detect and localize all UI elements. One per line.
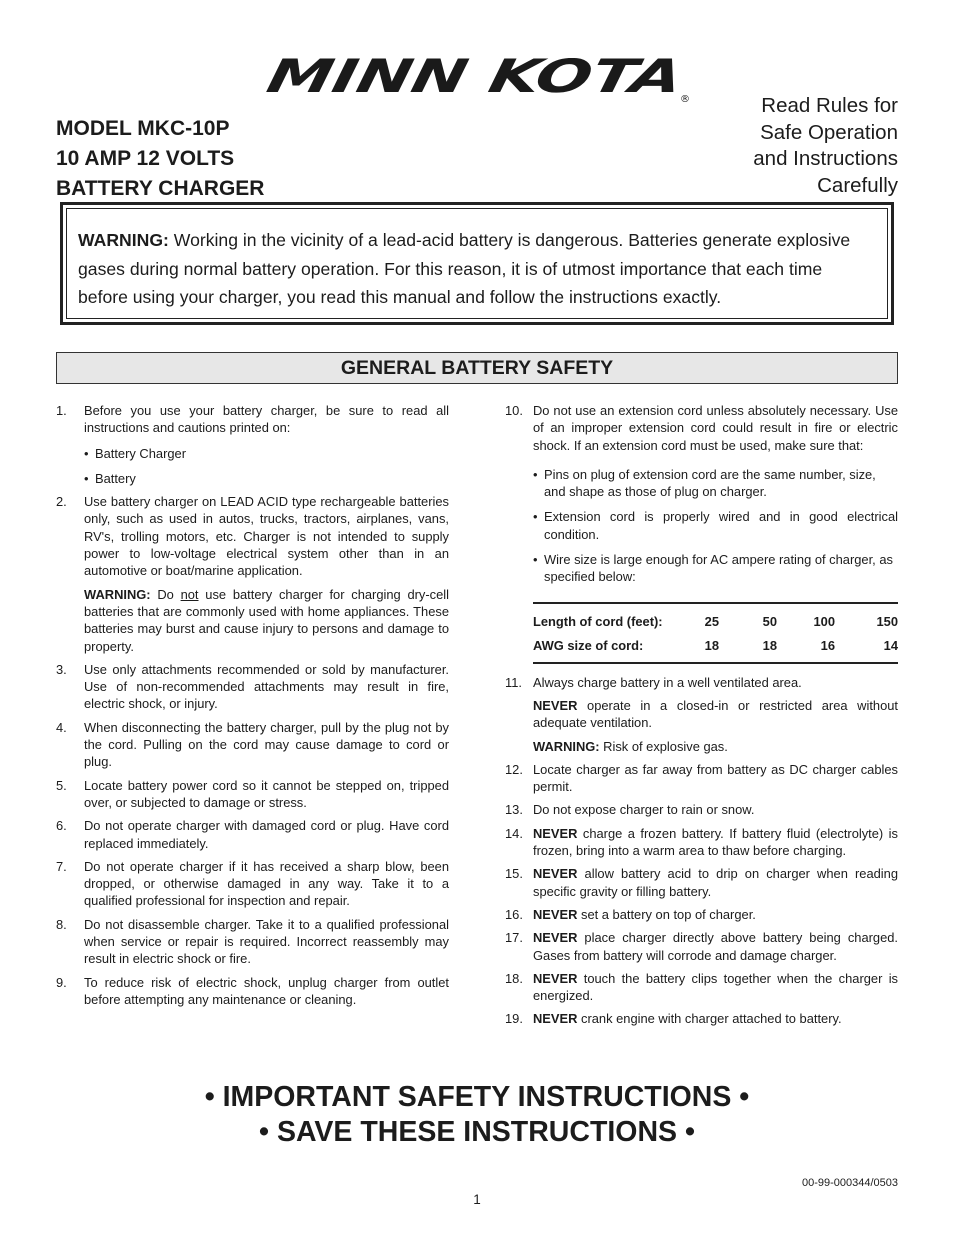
item-number: 8.: [56, 916, 67, 932]
item-text: NEVER allow battery acid to drip on charger when reading specific gravity or filling battery.: [533, 866, 898, 899]
item-number: 15.: [505, 866, 523, 882]
bullet-icon: •: [533, 466, 538, 482]
warning-box: [60, 202, 894, 325]
extension-cord-table: [533, 602, 898, 664]
list-item: [505, 865, 898, 900]
table-row-label: AWG size of cord:: [533, 638, 644, 654]
logo-wordmark: MINN KOTA: [262, 58, 565, 103]
item-number: 4.: [56, 719, 67, 735]
bullet-item: • Pins on plug of extension cord are the same number, size, and shape as those of plug on charger.: [533, 466, 876, 500]
item-text: Do not expose charger to rain or snow.: [533, 802, 755, 818]
model-info: [56, 114, 264, 204]
item-number: 2.: [56, 494, 67, 510]
item-number: 16.: [505, 906, 523, 922]
item-warning: WARNING: Risk of explosive gas.: [533, 738, 728, 754]
item-text: To reduce risk of electric shock, unplug charger from outlet before attempting any maintenance or cleaning.: [84, 974, 449, 1007]
list-item: [505, 402, 898, 664]
item-text: NEVER set a battery on top of charger.: [533, 906, 756, 922]
read-rules-notice: [753, 93, 898, 199]
list-item: [56, 402, 449, 487]
table-row: [533, 634, 898, 663]
item-number: 6.: [56, 818, 67, 834]
item-text: Before you use your battery charger, be sure to read all instructions and cautions printed on:: [84, 403, 449, 436]
list-item: [505, 761, 898, 796]
item-number: 1.: [56, 403, 67, 418]
list-item: [56, 974, 449, 1009]
list-item: [56, 719, 449, 771]
item-number: 14.: [505, 825, 523, 841]
item-text: Do not disassemble charger. Take it to a qualified professional when service or repair is required. Incorrect reassembly may result in electric shock or fire.: [84, 916, 449, 967]
right-column: [505, 402, 898, 1034]
item-warning: WARNING: Do not use battery charger for charging dry-cell batteries that are commonly used with home appliances. These batteries may burst and cause injury to persons and damage to property.: [84, 586, 449, 654]
bullet-icon: •: [84, 470, 89, 486]
product-line: BATTERY CHARGER: [56, 177, 265, 200]
table-cell: 50: [762, 614, 777, 630]
bullet-icon: •: [84, 445, 89, 461]
item-number: 10.: [505, 403, 523, 418]
table-cell: 150: [876, 614, 898, 630]
item-text: When disconnecting the battery charger, pull by the plug not by the cord. Pulling on the cord may cause damage to cord or plug.: [84, 719, 449, 770]
item-number: 5.: [56, 777, 67, 793]
item-number: 11.: [505, 674, 522, 690]
minn-kota-logo: [262, 58, 694, 104]
registered-mark: ®: [680, 94, 690, 104]
read-rules-line: and Instructions: [753, 147, 898, 170]
item-text: NEVER crank engine with charger attached to battery.: [533, 1011, 842, 1027]
item-text: Do not use an extension cord unless absolutely necessary. Use of an improper extension cord could result in fire or electric shock. If an extension cord must be used, make sure that:: [533, 403, 898, 453]
item-text: NEVER charge a frozen battery. If battery fluid (electrolyte) is frozen, bring into a warm area to thaw before charging.: [533, 825, 898, 859]
rating-line: 10 AMP 12 VOLTS: [56, 147, 235, 170]
list-item: [505, 825, 898, 860]
banner-line-1: • IMPORTANT SAFETY INSTRUCTIONS •: [204, 1081, 750, 1113]
list-item: [56, 916, 449, 968]
model-line: MODEL MKC-10P: [56, 117, 230, 140]
table-row: [533, 603, 898, 634]
list-item: [56, 661, 449, 713]
item-text: NEVER place charger directly above battery being charged. Gases from battery will corrode and damage charger.: [533, 930, 898, 963]
item-text: Always charge battery in a well ventilated area.: [533, 674, 802, 690]
item-number: 12.: [505, 761, 523, 777]
left-column: [56, 402, 449, 1014]
item-text: Locate battery power cord so it cannot be stepped on, tripped over, or subjected to damage or stress.: [84, 777, 449, 810]
read-rules-line: Read Rules for: [761, 94, 898, 117]
table-cell: 14: [883, 638, 898, 654]
bullet-item: • Battery Charger: [84, 445, 186, 461]
bullet-item: • Extension cord is properly wired and in good electrical condition.: [533, 509, 898, 542]
banner-line-2: • SAVE THESE INSTRUCTIONS •: [259, 1116, 695, 1148]
list-item: [505, 970, 898, 1005]
item-number: 18.: [505, 970, 523, 986]
item-never-note: NEVER operate in a closed-in or restricted area without adequate ventilation.: [533, 697, 898, 731]
item-text: Do not operate charger if it has received a sharp blow, been dropped, or otherwise damaged in any way. Take it to a qualified professional for inspection and repair.: [84, 858, 449, 909]
item-number: 13.: [505, 802, 523, 818]
item-text: NEVER touch the battery clips together when the charger is energized.: [533, 970, 898, 1004]
list-item: [505, 674, 898, 755]
item-number: 17.: [505, 930, 523, 946]
item-number: 19.: [505, 1011, 523, 1027]
bullet-item: • Battery: [84, 470, 136, 486]
table-row-label: Length of cord (feet):: [533, 614, 663, 630]
item-number: 3.: [56, 661, 67, 677]
read-rules-line: Carefully: [817, 173, 898, 197]
warning-label: WARNING:: [78, 230, 169, 250]
table-cell: 25: [704, 614, 719, 630]
bullet-item: • Wire size is large enough for AC ampere rating of charger, as specified below:: [533, 552, 893, 585]
item-text: Do not operate charger with damaged cord or plug. Have cord replaced immediately.: [84, 818, 449, 851]
table-cell: 18: [762, 638, 777, 654]
list-item: [505, 801, 898, 818]
item-number: 9.: [56, 974, 67, 990]
table-cell: 18: [704, 638, 719, 654]
list-item: [505, 929, 898, 964]
warning-box-content: [66, 208, 888, 319]
table-cell: 100: [813, 614, 835, 630]
section-title: GENERAL BATTERY SAFETY: [56, 352, 898, 384]
list-item: [56, 777, 449, 812]
list-item: [56, 493, 449, 655]
list-item: [56, 858, 449, 910]
page-number: 1: [473, 1192, 481, 1207]
item-text: Use only attachments recommended or sold by manufacturer. Use of non-recommended attachments may result in fire, electric shock, or injury.: [84, 661, 449, 712]
bullet-icon: •: [533, 509, 538, 525]
list-item: [505, 1010, 898, 1027]
bullet-icon: •: [533, 552, 538, 568]
item-text: Locate charger as far away from battery as DC charger cables permit.: [533, 761, 898, 795]
important-instructions-banner: [0, 1080, 954, 1150]
warning-text: Working in the vicinity of a lead-acid battery is dangerous. Batteries generate explosive gases during normal battery operation. For this reason, it is of utmost importance that each time before using your charger, you read this manual and follow the instructions exactly.: [78, 230, 851, 308]
item-number: 7.: [56, 858, 67, 874]
item-text: Use battery charger on LEAD ACID type rechargeable batteries only, such as used in autos, trucks, tractors, airplanes, vans, RV's, trolling motors, etc. Charger is not intended to supply power to low-voltage electrical system other than in an automotive or boat/marine application.: [84, 494, 449, 579]
list-item: [56, 817, 449, 852]
document-number: 00-99-000344/0503: [801, 1177, 898, 1189]
list-item: [505, 906, 898, 923]
table-cell: 16: [820, 638, 835, 654]
read-rules-line: Safe Operation: [760, 120, 898, 144]
